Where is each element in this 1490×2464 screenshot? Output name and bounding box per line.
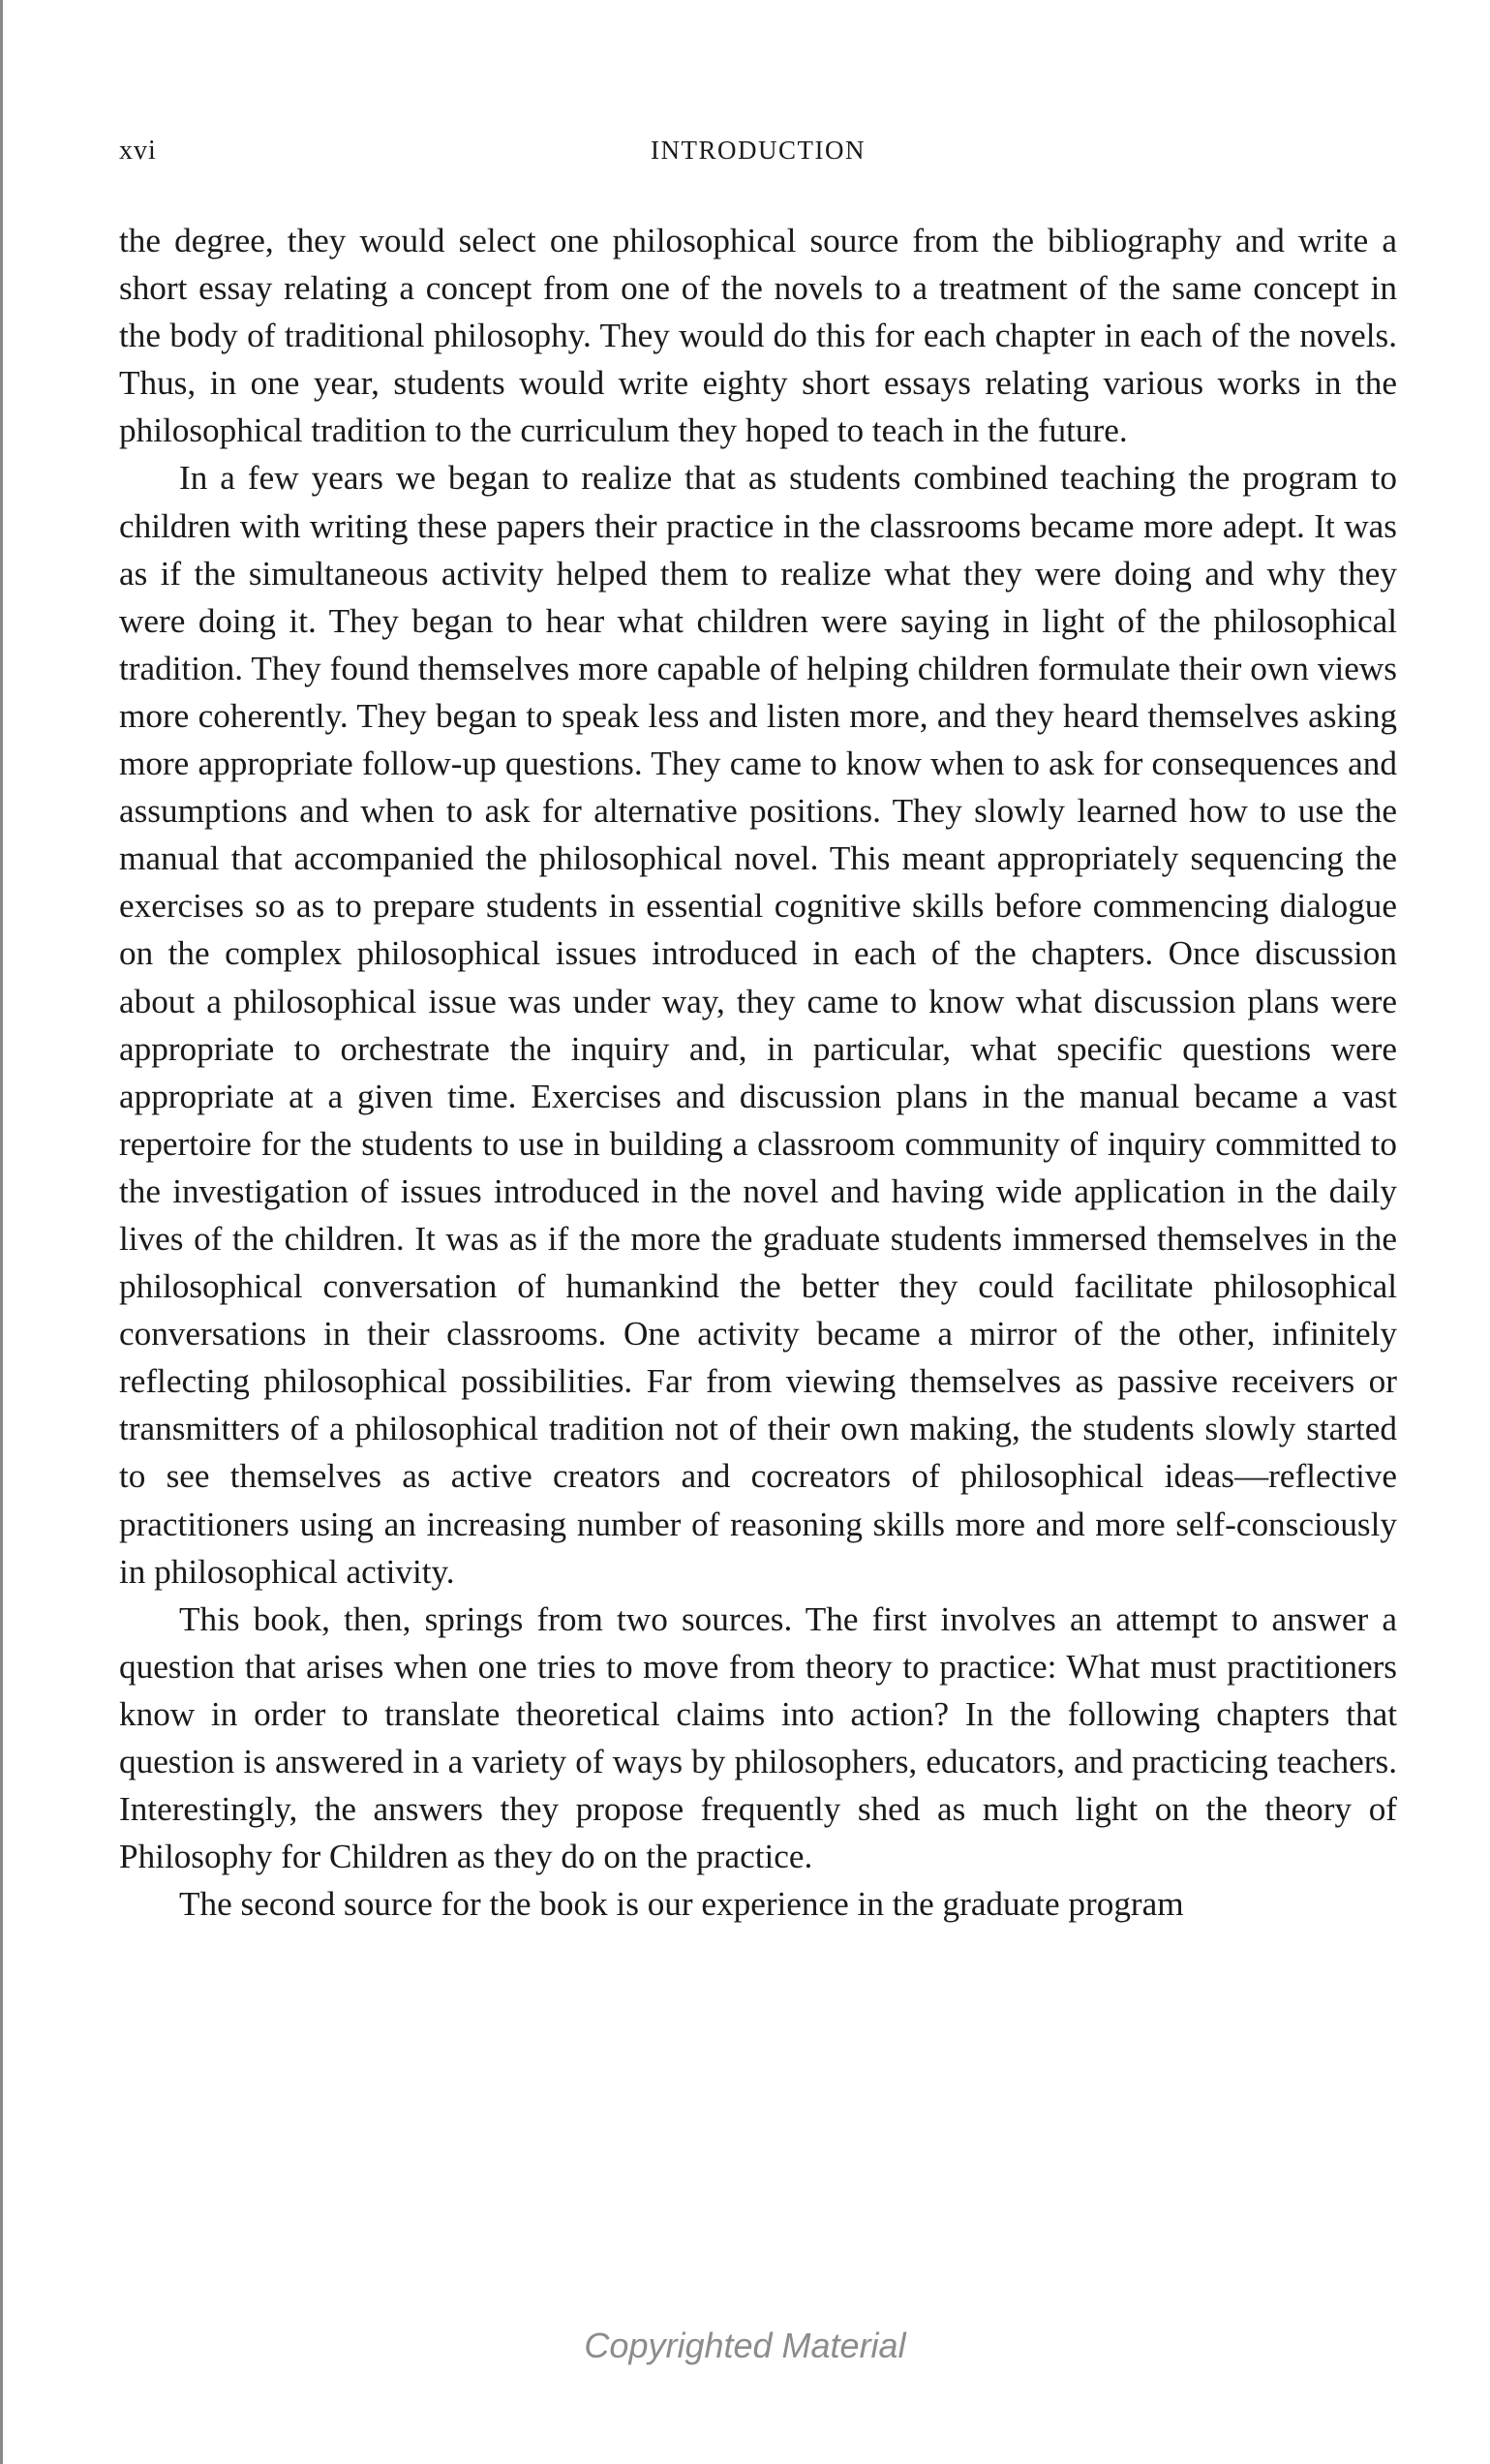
page-edge-rule — [0, 0, 3, 2464]
paragraph: The second source for the book is our experience in the graduate program — [179, 1885, 1184, 1924]
body-text — [119, 217, 1397, 1928]
paragraph: This book, then, springs from two sources. The first involves an attempt to answer a question that arises when one tries to move from theory to practice: What must practitioners know in order to translate theoretical claims into action? In the following chapters that question is answered in a variety of ways by philosophers, educators, and practicing teachers. Interestingly, the answers they propose frequently shed as much light on the theory of Philosophy for Children as they do on the practice. — [119, 1599, 1397, 1876]
paragraph: In a few years we began to realize that as students combined teaching the program to children with writing these papers their practice in the classrooms became more adept. It was as if the simultaneous activity helped them to realize what they were doing and why they were doing it. They began to hear what children were saying in light of the philosophical tradition. They found themselves more capable of helping children formulate their own views more coherently. They began to speak less and listen more, and they heard themselves asking more appropriate follow-up questions. They came to know when to ask for consequences and assumptions and when to ask for alternative positions. They slowly learned how to use the manual that accompanied the philosophical novel. This meant appropriately sequencing the exercises so as to prepare students in essential cognitive skills before commencing dialogue on the complex philosophical issues introduced in each of the chapters. Once discussion about a philosophical issue was under way, they came to know what discussion plans were appropriate to orchestrate the inquiry and, in particular, what specific questions were appropriate at a given time. Exercises and discussion plans in the manual became a vast repertoire for the students to use in building a classroom community of inquiry committed to the investigation of issues introduced in the novel and having wide application in the daily lives of the children. It was as if the more the graduate students immersed themselves in the philosophical conversation of humankind the better they could facilitate philosophical conversations in their classrooms. One activity became a mirror of the other, infinitely reflecting philosophical possibilities. Far from viewing themselves as passive receivers or transmitters of a philosophical tradition not of their own making, the students slowly started to see themselves as active creators and cocreators of philosophical ideas—reflective practitioners using an increasing number of reasoning skills more and more self-consciously in philosophical activity. — [119, 459, 1397, 1591]
copyright-watermark: Copyrighted Material — [584, 2326, 906, 2365]
paragraph-continuation: the degree, they would select one philosophical source from the bibliography and write a short essay relating a concept from one of the novels to a treatment of the same concept in the body of traditional philosophy. They would do this for each chapter in each of the novels. Thus, in one year, students would write eighty short essays relating various works in the philosophical tradition to the curriculum they hoped to teach in the future. — [119, 222, 1397, 450]
running-head: INTRODUCTION — [651, 136, 866, 165]
page-number: xvi — [119, 136, 157, 166]
page-header — [119, 136, 1397, 174]
